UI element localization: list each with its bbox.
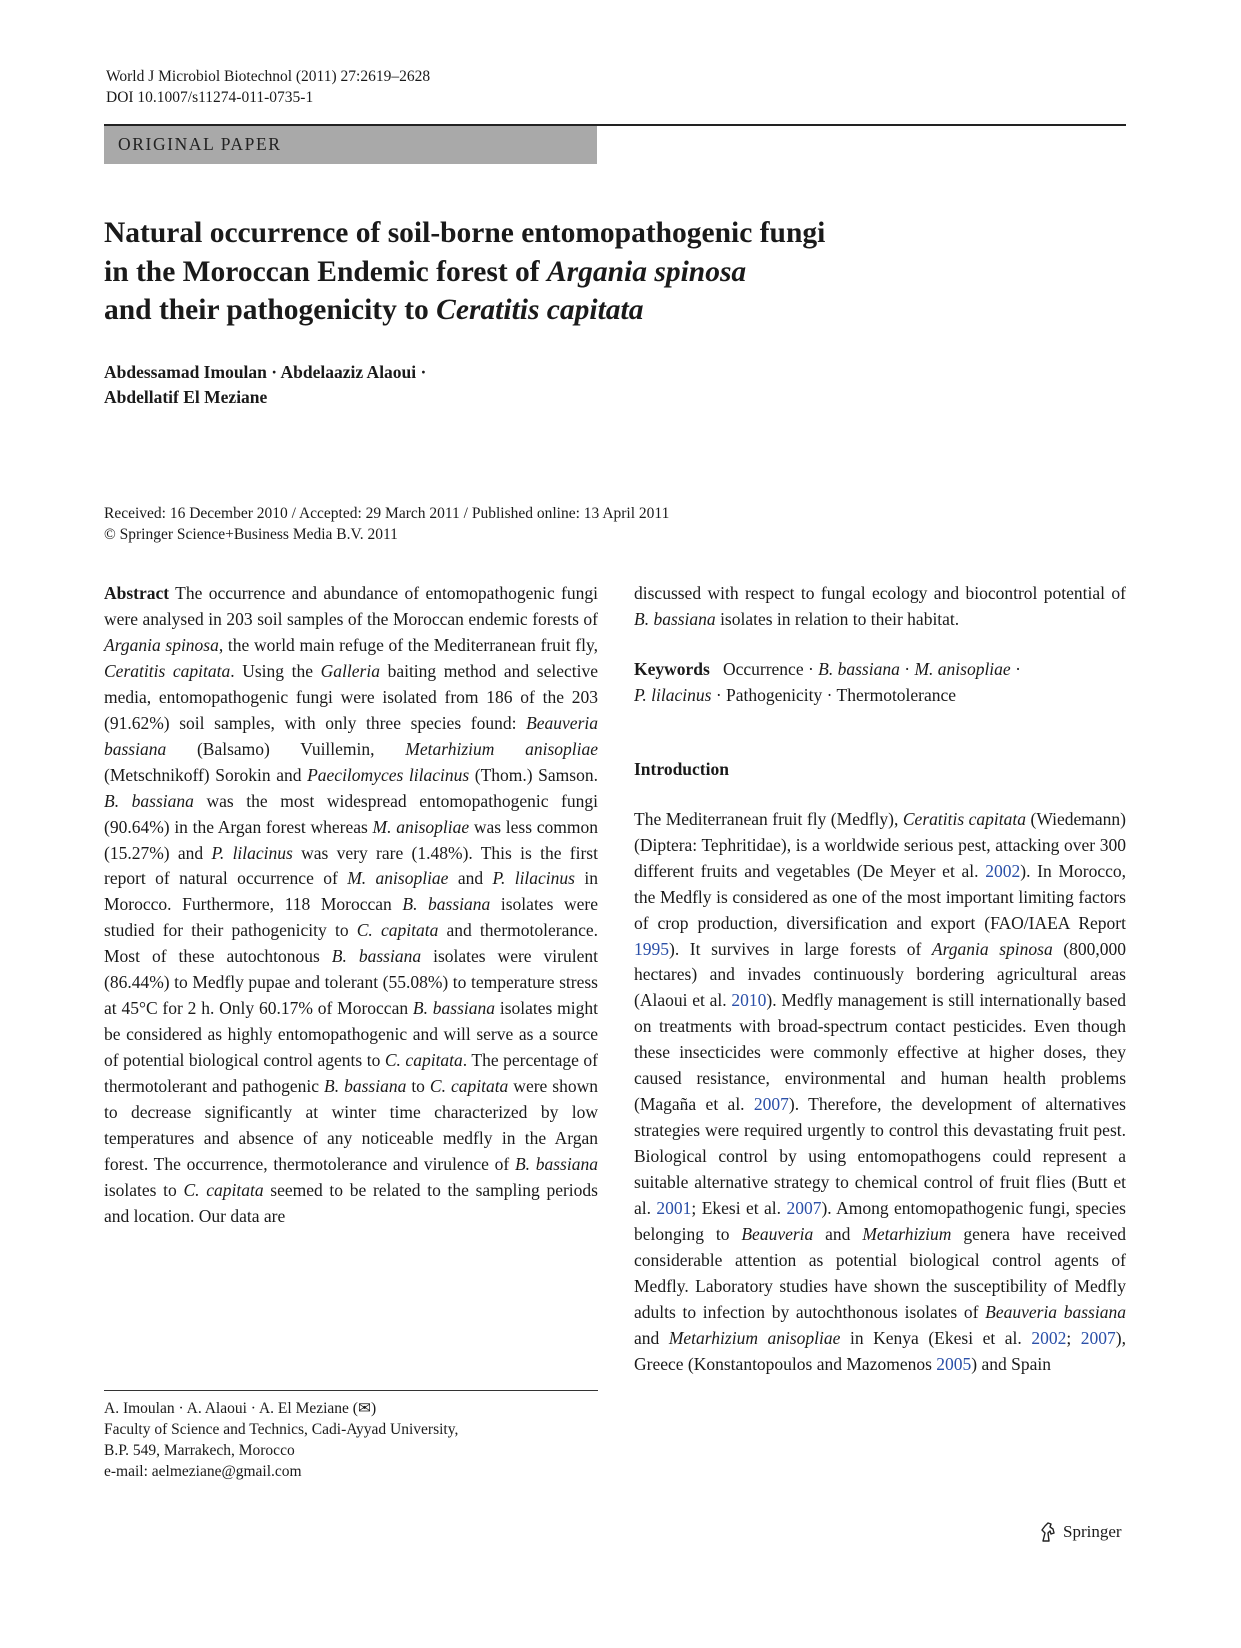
publisher-logo: [1038, 1521, 1122, 1543]
citation-link[interactable]: 2007: [753, 1094, 789, 1115]
affiliation-faculty: Faculty of Science and Technics, Cadi-Ayyad University,: [104, 1421, 459, 1438]
affiliation-authors: A. Imoulan · A. Alaoui · A. El Meziane (✉): [104, 1400, 377, 1417]
affiliation-address: B.P. 549, Marrakech, Morocco: [104, 1442, 295, 1459]
doi: DOI 10.1007/s11274-011-0735-1: [106, 89, 314, 106]
citation-link[interactable]: 2005: [936, 1353, 972, 1374]
publication-dates: [104, 503, 1104, 545]
citation-link[interactable]: 2002: [1031, 1327, 1067, 1348]
introduction-paragraph: The Mediterranean fruit fly (Medfly), Ceratitis capitata (Wiedemann) (Diptera: Tephritidae), is a worldwide serious pest, attacking over 300 different fruits and vegetables (De Meyer et al. 2002). In Morocco, the Medfly is considered as one of the most important limiting factors of crop production, diversification and export (FAO/IAEA Report 1995). It survives in large forests of Argania spinosa (800,000 hectares) and invades continuously bordering agricultural areas (Alaoui et al. 2010). Medfly management is still internationally based on treatments with broad-spectrum contact pesticides. Even though these insecticides were commonly effective at higher doses, they caused resistance, environmental and human health problems (Magaña et al. 2007). Therefore, the development of alternatives strategies were required urgently to control this devastating fruit pest. Biological control by using entomopathogens could represent a suitable alternative strategy to chemical control of fruit flies (Butt et al. 2001; Ekesi et al. 2007). Among entomopathogenic fungi, species belonging to Beauveria and Metarhizium genera have received considerable attention as potential biological control agents of Medfly. Laboratory studies have shown the susceptibility of Medfly adults to infection by autochthonous isolates of Beauveria bassiana and Metarhizium anisopliae in Kenya (Ekesi et al. 2002; 2007), Greece (Konstantopoulos and Mazomenos 2005) and Spain: [634, 808, 1127, 1374]
paper-title: [104, 214, 1124, 330]
authors-line-2: Abdellatif El Meziane: [104, 387, 268, 407]
history-dates: Received: 16 December 2010 / Accepted: 29 March 2011 / Published online: 13 April 2011: [104, 505, 670, 522]
title-text: and their pathogenicity to: [104, 294, 437, 326]
author-list: [104, 360, 804, 410]
citation-link[interactable]: 2002: [985, 860, 1021, 881]
title-line-3: [104, 291, 1124, 330]
journal-citation: World J Microbiol Biotechnol (2011) 27:2619–2628: [106, 68, 431, 85]
title-line-1: Natural occurrence of soil-borne entomopathogenic fungi: [104, 217, 826, 249]
introduction-heading: Introduction: [634, 758, 729, 779]
title-species: Ceratitis capitata: [436, 294, 644, 326]
abstract-paragraph: Abstract The occurrence and abundance of entomopathogenic fungi were analysed in 203 soil samples of the Moroccan endemic forests of Argania spinosa, the world main refuge of the Mediterranean fruit fly, Ceratitis capitata. Using the Galleria baiting method and selective media, entomopathogenic fungi were isolated from 186 of the 203 (91.62%) soil samples, with only three species found: Beauveria bassiana (Balsamo) Vuillemin, Metarhizium anisopliae (Metschnikoff) Sorokin and Paecilomyces lilacinus (Thom.) Samson. B. bassiana was the most widespread entomopathogenic fungi (90.64%) in the Argan forest whereas M. anisopliae was less common (15.27%) and P. lilacinus was very rare (1.48%). This is the first report of natural occurrence of M. anisopliae and P. lilacinus in Morocco. Furthermore, 118 Moroccan B. bassiana isolates were studied for their pathogenicity to C. capitata and thermotolerance. Most of these autochtonous B. bassiana isolates were virulent (86.44%) to Medfly pupae and tolerant (55.08%) to temperature stress at 45°C for 2 h. Only 60.17% of Moroccan B. bassiana isolates might be considered as highly entomopathogenic and will serve as a source of potential biological control agents to C. capitata. The percentage of thermotolerant and pathogenic B. bassiana to C. capitata were shown to decrease significantly at winter time characterized by low temperatures and absence of any noticeable medfly in the Argan forest. The occurrence, thermotolerance and virulence of B. bassiana isolates to C. capitata seemed to be related to the sampling periods and location. Our data are: [104, 583, 599, 1226]
citation-link[interactable]: 2007: [786, 1198, 822, 1219]
left-column: [104, 581, 598, 1230]
citation-link[interactable]: 1995: [634, 938, 669, 959]
title-line-2: [104, 253, 1124, 292]
authors-line-1: Abdessamad Imoulan · Abdelaaziz Alaoui ·: [104, 362, 427, 382]
affiliation-email[interactable]: e-mail: aelmeziane@gmail.com: [104, 1463, 302, 1480]
citation-link[interactable]: 2001: [656, 1198, 692, 1219]
keywords-label: Keywords: [634, 658, 710, 679]
publisher-name: Springer: [1063, 1522, 1122, 1541]
copyright-line: © Springer Science+Business Media B.V. 2011: [104, 526, 398, 543]
title-species: Argania spinosa: [546, 255, 747, 288]
citation-link[interactable]: 2007: [1080, 1327, 1116, 1348]
affiliation-footnote: [104, 1398, 598, 1482]
right-column: [634, 581, 1126, 1378]
article-type-label: ORIGINAL PAPER: [118, 134, 282, 154]
abstract-continuation: discussed with respect to fungal ecology and biocontrol potential of B. bassiana isolates in relation to their habitat.: [634, 583, 1126, 629]
springer-horse-icon: [1038, 1521, 1058, 1543]
envelope-icon: ✉: [357, 1400, 371, 1417]
abstract-label: Abstract: [104, 583, 170, 603]
article-type-banner: [104, 126, 597, 164]
footnote-rule: [104, 1390, 598, 1391]
title-text: in the Moroccan Endemic forest of: [104, 255, 547, 288]
keywords: Keywords Occurrence · B. bassiana · M. anisopliae · P. lilacinus · Pathogenicity · Thermotolerance: [634, 658, 1021, 705]
citation-link[interactable]: 2010: [731, 990, 767, 1011]
journal-header: [106, 66, 430, 108]
